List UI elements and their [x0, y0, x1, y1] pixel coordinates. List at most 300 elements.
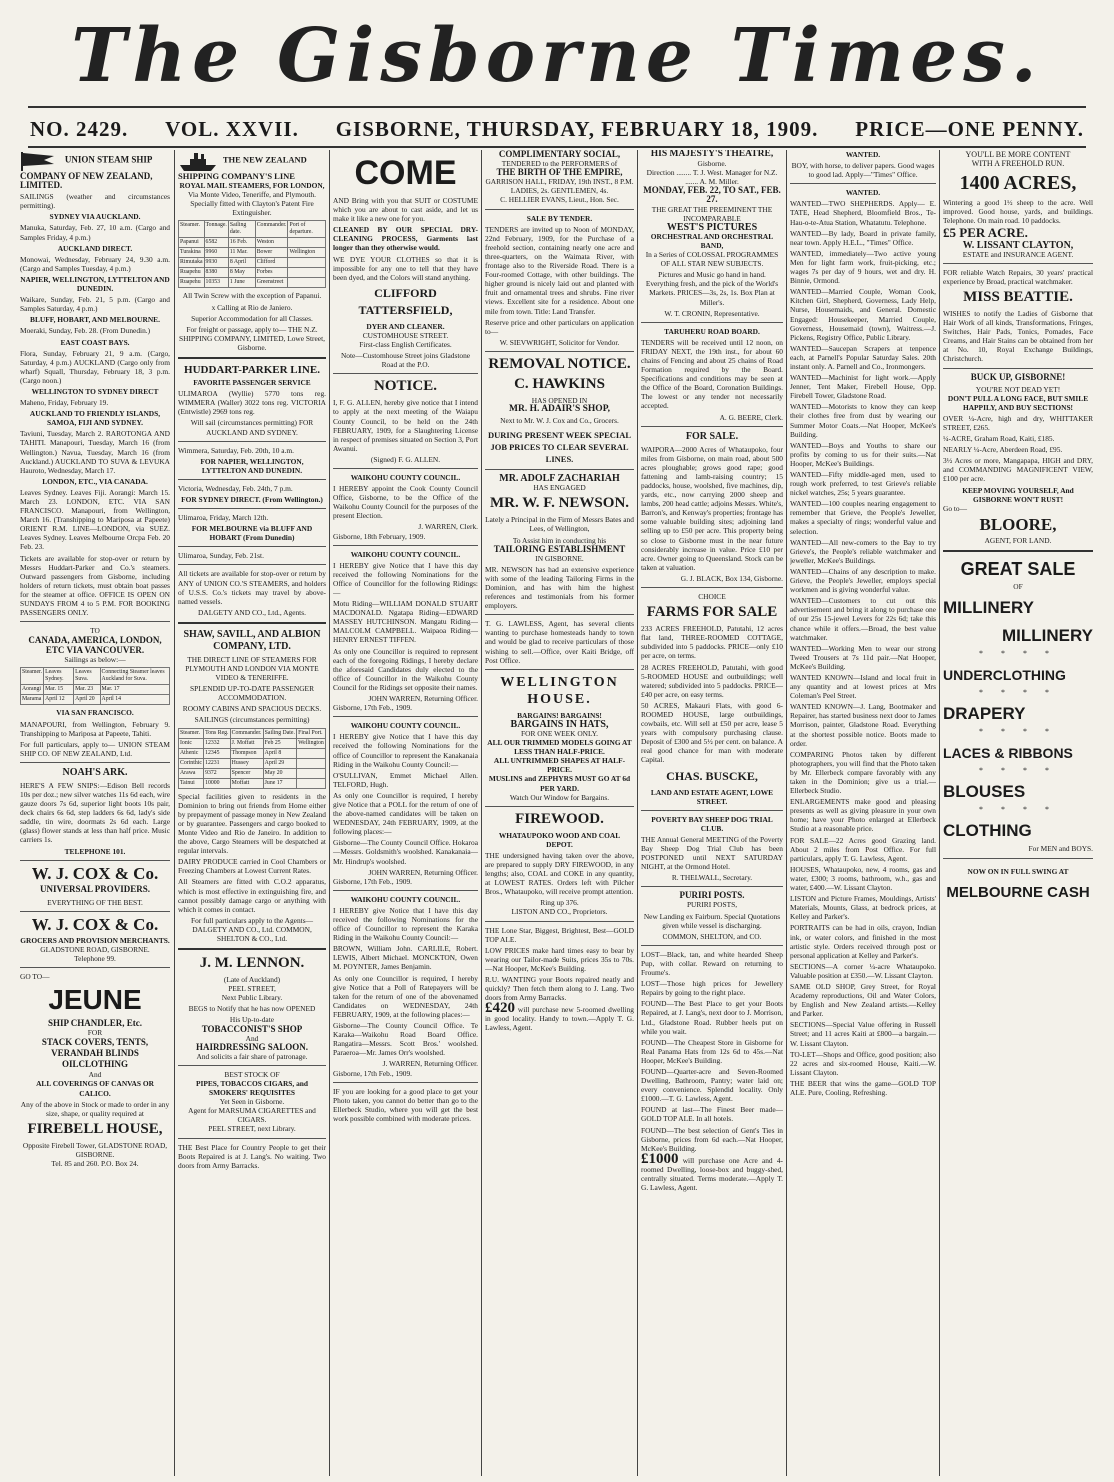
- tender-head: SALE BY TENDER.: [526, 213, 593, 223]
- sa-sailings: SAILINGS (circumstances permitting): [194, 715, 310, 725]
- column-rule: [939, 150, 940, 1476]
- lennon-addr: PEEL STREET, next Library.: [208, 1124, 296, 1134]
- hp-tickets: All tickets are available for stop-over or return by ANY of UNION CO.'S STEAMERS, and holders of U.S.S. Co.'s tickets may travel by above-named vessels.: [178, 569, 326, 606]
- lone-star-text: THE Lone Star, Biggest, Brightest, Best—GOLD TOP ALE.: [485, 925, 634, 944]
- hawkins-opened: HAS OPENED IN: [531, 395, 588, 405]
- wcc2-text: I HEREBY give Notice that I have this day received the following Nominations for the Office of Councillor for the following Ridings:—: [333, 560, 478, 597]
- tender-reserve: Reserve price and other particulars on application to—: [485, 317, 634, 336]
- clifford-trade: DYER AND CLEANER.: [366, 321, 445, 331]
- boots-text: THE Best Place for Country People to get their Boots Repaired is at J. Lang's. No waiting. Two doors from Army Barracks.: [178, 1142, 326, 1170]
- wh-untrimmed: ALL UNTRIMMED SHAPES AT HALF-PRICE.: [493, 756, 626, 775]
- firewood-text: THE undersigned having taken over the above, are prepared to supply DRY FIREWOOD, in any lengths; also, COAL and COKE in any quantity, at LOWEST RATES. Orders left with Pilcher Bros., Whataupoko, will receive prompt attention.: [485, 850, 634, 897]
- hp-title: HUDDART-PARKER LINE.: [184, 364, 320, 377]
- comp-show: THE BIRTH OF THE EMPIRE,: [496, 167, 623, 178]
- hp-napier: FOR NAPIER, WELLINGTON, LYTTELTON AND DUNEDIN.: [200, 456, 304, 475]
- wcc2-more: As only one Councillor is required to represent each of the foregoing Ridings, I hereby declare the aforesaid Candidates duly elected to the office of Councillor in the Waikohu County Council for the Ridings set opposite their names.: [333, 646, 478, 692]
- sydney-head: SYDNEY VIA AUCKLAND.: [49, 212, 141, 222]
- masthead-title: The Gisborne Times.: [71, 13, 1043, 99]
- napier-head: NAPIER, WELLINGTON, LYTTELTON AND DUNEDIN.: [20, 274, 170, 294]
- wh-bargains: BARGAINS! BARGAINS!: [517, 710, 602, 720]
- found-3: FOUND—Quarter-acre and Seven-Roomed Dwelling, Bathroom, Pantry; water laid on; every convenience. Splendid locality. Only £1000.—T. G. Lawless, Agent.: [641, 1066, 783, 1104]
- firebell-tel: Tel. 85 and 260. P.O. Box 24.: [51, 1159, 139, 1169]
- wcc2-head: WAIKOHU COUNTY COUNCIL.: [350, 549, 461, 559]
- cox1-name: W. J. COX & Co.: [31, 863, 159, 883]
- comp-prices: LADIES, 2s. GENTLEMEN, 4s.: [510, 186, 609, 196]
- divider: [333, 545, 478, 546]
- column-rule: [481, 150, 482, 1476]
- over-text: OVER ¼-Acre, high and dry, WHITTAKER STREET, £265.: [943, 413, 1093, 432]
- wanted-couple: WANTED—Married Couple, Woman Cook, Kitchen Girl, Shepherd, Governess, Lady Help, Nurse, Housemaids, and General. Domestic Engaged: Housekeeper, Married Couple, Governess, Housemaid (town), Waitress.—J. Pickens, Registry Office, Public Library.: [790, 287, 936, 342]
- sections1-text: SECTIONS—A corner ¼-acre Whataupoko. Valuable position at £350.—W. Lissant Clayton.: [790, 961, 936, 980]
- nearly-text: NEARLY ¼-Acre, Aberdeen Road, £95.: [943, 445, 1063, 455]
- portraits-text: PORTRAITS can be had in oils, crayon, Indian ink, or water colors, and finished in the most artistic style. Orders received through post or personal application at Kelley and Parker's.: [790, 923, 936, 960]
- nzs-title: THE NEW ZEALAND SHIPPING COMPANY'S LINE: [178, 154, 307, 181]
- masthead-rule: [28, 106, 1086, 108]
- nowon-text: NOW ON IN FULL SWING AT: [967, 866, 1069, 876]
- pbsd-sig: R. THELWALL, Secretary.: [671, 873, 753, 883]
- found-5: FOUND—The best selection of Gent's Ties in Gisborne, prices from 6d each.—Nat Hooper, McKee's Building.: [641, 1125, 783, 1153]
- tailoring-title: TAILORING ESTABLISHMENT: [493, 543, 626, 554]
- millinery-1: MILLINERY: [943, 598, 1034, 617]
- cox2-tel: Telephone 99.: [74, 954, 116, 963]
- notice-sig: (Signed) F. G. ALLEN.: [370, 454, 441, 464]
- comp-sub: TENDERED to the PERFORMERS of: [501, 159, 618, 169]
- found-4: FOUND at last—The Finest Beer made—GOLD TOP ALE. In all hotels.: [641, 1105, 783, 1124]
- bloore-sub: AGENT, FOR LAND.: [984, 535, 1052, 545]
- wanted-working: WANTED—Working Men to wear our strong Tweed Trousers at 7s 11d pair.—Nat Hooper, McKee's Building.: [790, 643, 936, 671]
- newson-text: MR. NEWSON has had an extensive experience with some of the leading Tailoring Firms in the Dominion, and has with him the highest references and testimonials from his former employers.: [485, 564, 634, 611]
- comparing-text: COMPARING Photos taken by different photographers, you will find that the Photo taken by Mr. Ellerbeck compare favorably with any taken in the Dominion; give us a trial.—Ellerbeck Studio.: [790, 749, 936, 796]
- divider: [178, 1138, 326, 1139]
- trb-head: TARUHERU ROAD BOARD.: [664, 326, 760, 336]
- newson-late: Lately a Principal in the Firm of Messrs Bates and Lees, of Wellington,: [485, 515, 634, 534]
- lennon-smokers: SMOKERS' REQUISITES: [208, 1088, 296, 1098]
- table-header-row: Steamer. Tonnage. Sailing date. Commander. Port of departure.: [179, 221, 326, 238]
- divider: [641, 426, 783, 427]
- jeune-calico: ALL COVERINGS OF CANVAS OR CALICO.: [36, 1079, 154, 1098]
- divider: [641, 886, 783, 887]
- wanted-men: WANTED, immediately—Two active young Men for light farm work, fruit-picking, etc.; wages 7s per day of 9 hours, wet and dry. H. Binnie, Ormond.: [790, 248, 936, 286]
- wcc3-places: Gisborne—The County Council Office. Hokaroa—Messrs. Goldsmith's woolshed. Kanakanaia—Mr. Hindrup's woolshed.: [333, 838, 478, 866]
- longface-text: DON'T PULL A LONG FACE, BUT SMILE HAPPILY, AND BUY SECTIONS!: [947, 393, 1089, 412]
- pbsd-head: POVERTY BAY SHEEP DOG TRIAL CLUB.: [651, 814, 773, 833]
- ru-text: R.U. WANTING your Boots repaired neatly and quickly? Then fetch them along to J. Lang. Two doors from Army Barracks.: [485, 975, 634, 1003]
- pbsd-text: THE Annual General MEETING of the Poverty Bay Sheep Dog Trial Club has been POSTPONED until NEXT SATURDAY NIGHT, at the Ormond Hotel.: [641, 834, 783, 872]
- hawkins-name: C. HAWKINS: [514, 375, 605, 392]
- lennon-yet: Yet Seen in Gisborne.: [219, 1097, 285, 1107]
- bluff-head: BLUFF, HOBART, AND MELBOURNE.: [30, 315, 160, 325]
- price: PRICE—ONE PENNY.: [855, 116, 1084, 141]
- divider: [20, 967, 170, 968]
- ornament: * * * *: [979, 805, 1057, 815]
- noah-text: HERE'S A FEW SNIPS:—Edison Bell records 10s per doz.; new silver watches 11s 6d each, wire gauze doors 7s 6d, superior light boots 10s pair, deck chairs 6s 6d, step ladders 6s 6d, lady's side saddle, tin wire, doormats 2s 6d each. Large (glass) flower stands at less than half price. Music carriers 1s.: [20, 780, 170, 845]
- wanted-saucepan: WANTED—Saucepan Scrapers at tenpence each, at Parnell's Popular Saturday Sales. 20th instant only. A. Parnell and Co., Ironmongers.: [790, 343, 936, 371]
- of-text: OF: [1013, 581, 1023, 591]
- lennon-saloon: HAIRDRESSING SALOON.: [195, 1041, 309, 1052]
- divider: [485, 209, 634, 210]
- forsale22-text: FOR SALE—22 Acres good Grazing land. About 2 miles from Post Office. For full particulars, apply T. G. Lawless, Agent.: [790, 835, 936, 863]
- column-rule: [786, 150, 787, 1476]
- particulars-text: For full particulars, apply to— UNION STEAM SHIP CO. OF NEW ZEALAND, Ltd.: [20, 739, 170, 758]
- column-rule: [637, 150, 638, 1476]
- sa-special: Special facilities given to residents in the Dominion to bring out friends from Home either by prepayment of passage money in New Zealand or by guarantee. Passengers and cargo booked to Monte Video and Rio de Janeiro. In addition to the above, Cargo Steamers will be despatched at regular intervals.: [178, 791, 326, 856]
- column-3: [333, 150, 478, 1476]
- bluff-text: Moeraki, Sunday, Feb. 28. (From Dunedin.): [20, 326, 151, 336]
- wanted-newcomers: WANTED—All new-comers to the Bay to try Grieve's, the People's reliable watchmaker and jeweller, McKee's Buildings.: [790, 537, 936, 565]
- divider: [20, 762, 170, 763]
- dateline-rule: [28, 146, 1086, 148]
- london-text: Leaves Sydney. Leaves Fiji. Aorangi: March 15. March 23. LONDON, ETC. VIA SAN FRANCISCO. Manapouri, from Wellington, March 16. (Transhipping to Mariposa at Papeete) ORIENT R.M. LINE—LONDON, via SUEZ. Leaves Sydney. Leaves Melbourne Orcpa Feb. 20 Feb. 23.: [20, 487, 170, 552]
- during-text: DURING PRESENT WEEK SPECIAL JOB PRICES TO CLEAR SEVERAL LINES.: [487, 430, 632, 465]
- pictures-text: LISTON and Picture Frames, Mouldings, Artists' Materials, Mounts, Glass, at bedrock prices, at Kelley and Parker's.: [790, 894, 936, 922]
- table-row: Ruapehu 8380 8 May Forbes: [179, 268, 326, 278]
- same-old-text: SAME OLD SHOP, Grey Street, for Royal Academy reproductions, Oil and Water Colors, by English and New Zealand artists.—Kelley and Parker.: [790, 981, 936, 1019]
- wsd-head: WELLINGTON TO SYDNEY DIRECT: [31, 386, 159, 396]
- ornament: * * * *: [979, 766, 1057, 776]
- wanted-lady: WANTED—By lady, Board in private family, near town. Apply H.E.L., "Times" Office.: [790, 228, 936, 247]
- divider: [943, 368, 1093, 369]
- hp-melb: FOR MELBOURNE via BLUFF AND HOBART (From Dunedin): [191, 524, 313, 543]
- tickets-text: Tickets are available for stop-over or return by Messrs Huddart-Parker and Co.'s steamers. Outward passengers from Gisborne, including holders of return tickets, must obtain boat passes for the steamer at office. OFFICE IS OPEN ON SUNDAYS FROM 4 to 5 P.M. FOR BOOKING PASSENGERS ONLY.: [20, 553, 170, 618]
- divider: [485, 669, 634, 670]
- acres-title: 1400 ACRES,: [959, 172, 1077, 195]
- found-1: FOUND—The Best Place to get your Boots Repaired, at J. Lang's, next door to J. Morrison, Ltd., Gladstone Road. Rubber heels put on while you wait.: [641, 999, 783, 1036]
- trb-sig: A. G. BEERE, Clerk.: [719, 412, 783, 422]
- divider: [178, 622, 326, 624]
- firewood-sub: WHATAUPOKO WOOD AND COAL DEPOT.: [498, 830, 621, 849]
- table-row: Ruapehu 10353 1 June Greenstreet: [179, 278, 326, 288]
- lennon-solicit: And solicits a fair share of patronage.: [196, 1051, 308, 1061]
- divider: [485, 469, 634, 470]
- f1000-amount: £1000: [641, 1150, 679, 1167]
- nzs-sub: ROYAL MAIL STEAMERS, FOR LONDON,: [179, 181, 325, 191]
- acre-graham-text: ¼-ACRE, Graham Road, Kaiti, £185.: [943, 434, 1055, 444]
- hmt-orch: ORCHESTRAL AND ORCHESTRAL BAND,: [650, 231, 774, 250]
- wcc4-sig: J. WARREN, Returning Officer.: [382, 1059, 478, 1069]
- nzs-fitted: Specially fitted with Clayton's Patent Fire Extinguisher.: [190, 199, 314, 218]
- dateline: [30, 114, 1084, 144]
- jeune-and: And: [88, 1070, 102, 1080]
- table-row: Papanui 6582 16 Feb. Weston: [179, 238, 326, 248]
- wcc3-list: O'SULLIVAN, Emmet Michael Allen. TELFORD, Hugh.: [333, 770, 478, 789]
- nzs-advert: [178, 150, 326, 181]
- great-sale: GREAT SALE: [960, 558, 1076, 579]
- clifford-note: Note—Customhouse Street joins Gladstone Road at the P.O.: [340, 351, 471, 370]
- hp-sub: FAVORITE PASSENGER SERVICE: [193, 378, 311, 388]
- table-row: Turakina 9960 11 Mar. Bower Wellington: [179, 248, 326, 258]
- divider: [178, 564, 326, 565]
- divider: [943, 858, 1093, 859]
- firewood-ring: Ring up 376.: [540, 898, 579, 908]
- hp-ulim2: Ulimaroa, Sunday, Feb. 21st.: [178, 551, 264, 561]
- wanted-customers: WANTED—Customers to cut out this advertisement and bring it along to purchase one of our 25s 15-jewel Levers for 22s 6d; take this chance while it offers.—Broad, the best value watchmaker.: [790, 596, 936, 642]
- blouses: BLOUSES: [943, 782, 1026, 802]
- firebell-title: FIREBELL HOUSE,: [27, 1120, 163, 1137]
- reliable-text: FOR reliable Watch Repairs, 30 years' practical experience by Broad, practical watchmaker.: [943, 267, 1093, 286]
- nzs-call: x Calling at Rio de Janiero.: [211, 302, 293, 312]
- f1000-text: will purchase one Acre and 4-roomed Dwelling, loose-box and buggy-shed, centrally situated. Terms moderate.—Apply T. G. Lawless, Agent.: [641, 1155, 783, 1193]
- lennon-stock: BEST STOCK OF: [224, 1069, 280, 1079]
- hp-ships: ULIMAROA (Wyllie) 5770 tons reg. WIMMERA (Waller) 3022 tons reg. VICTORIA (Entwistle) 2969 tons reg.: [178, 389, 326, 417]
- hp-agent: DALGETY AND CO., Ltd., Agents.: [198, 607, 306, 617]
- hmt-wests: WEST'S PICTURES: [666, 221, 758, 233]
- lennon-begs: BEGS to Notify that he has now OPENED: [188, 1004, 316, 1014]
- divider: [485, 921, 634, 922]
- wanted2-head: WANTED.: [845, 188, 881, 198]
- sydney-text: Manuka, Saturday, Feb. 27, 10 a.m. (Cargo and Samples Friday, 4 p.m.): [20, 223, 170, 242]
- divider: [943, 550, 1093, 552]
- wh-watch: Watch Our Window for Bargains.: [509, 792, 610, 802]
- table-row: Arawa 9372 Spencer May 20: [179, 768, 326, 778]
- f420-amount: £420: [485, 1000, 515, 1017]
- table-row: Rimutaka 9930 8 April Clifford: [179, 258, 326, 268]
- wsd-text: Maheno, Friday, February 19.: [20, 398, 109, 408]
- london-head: LONDON, ETC., VIA CANADA.: [42, 476, 148, 486]
- wcc2-date: Gisborne, 17th Feb., 1909.: [333, 703, 413, 713]
- lost-1: LOST—Black, tan, and white hearded Sheep Pup, with collar. Reward on returning to Froume's.: [641, 949, 783, 978]
- jeune-items: STACK COVERS, TENTS, VERANDAH BLINDS OILCLOTHING: [41, 1037, 149, 1070]
- f420-text: will purchase new 5-roomed dwelling in good locality. Handy to town.—Apply T. G. Lawless, Agent.: [485, 1005, 634, 1033]
- lennon-and: And: [245, 1033, 259, 1043]
- wcc4-date: Gisborne, 17th Feb., 1909.: [333, 1068, 413, 1078]
- napier-text: Waikare, Sunday, Feb. 21, 5 p.m. (Cargo and Samples Saturday, 4 p.m.): [20, 295, 170, 314]
- millinery-2: MILLINERY: [1002, 626, 1093, 645]
- dye-text: WE DYE YOUR CLOTHES so that it is impossible for any one to tell that they have been dyed, and the Colors will stand anything.: [333, 254, 478, 282]
- divider: [485, 806, 634, 807]
- column-rule: [329, 150, 330, 1476]
- lennon-his: His Up-to-date: [229, 1015, 275, 1025]
- wcc4-list: BROWN, William John. CARLILE, Robert. LEWIS, Albert Michael. MONCKTON, Owen M. POYNTER, James Benjamin.: [333, 944, 478, 972]
- table-row: Tainui 10000 Moffatt June 17: [179, 778, 326, 788]
- hmt-series: In a Series of COLOSSAL PROGRAMMES OF ALL STAR NEW SUBJECTS.: [645, 250, 779, 269]
- divider: [333, 1082, 478, 1083]
- divider: [178, 948, 326, 950]
- sections2-text: SECTIONS—Special Value offering in Russell Street; and 11 acres Kaiti at £800—a bargain.—W. Lissant Clayton.: [790, 1020, 936, 1048]
- sa-table: [178, 728, 326, 789]
- come-title: COME: [354, 154, 457, 192]
- hmt-dates: MONDAY, FEB. 22, TO SAT., FEB. 27.: [643, 185, 781, 205]
- wanted-couples: WANTED—100 couples nearing engagement to remember that Grieve, the People's Jeweller, makes a specialty of rings; wonderful value and selection.: [790, 499, 936, 536]
- canada-to: TO: [90, 626, 100, 636]
- table-row: Marama April 12 April 20 April 14: [21, 695, 170, 705]
- wcc4-poll: As only one Councillor is required, I hereby give Notice that a Poll of Ratepayers will be taken for the return of one of the abovenamed Candidates on WEDNESDAY, 24th FEBRUARY, 1909, at the following places:—: [333, 973, 478, 1019]
- wcc1-sig: J. WARREN, Clerk.: [418, 522, 478, 532]
- farms-choice: CHOICE: [698, 592, 726, 602]
- houses-text: HOUSES, Whataupoko, new, 4 rooms, gas and water, £300; 3 rooms, bathroom, w.h., gas and water, £400.—W. Lissant Clayton.: [790, 864, 936, 893]
- divider: [641, 322, 783, 323]
- buscke-sub: LAND AND ESTATE AGENT, LOWE STREET.: [650, 787, 774, 806]
- sa-cabins: ROOMY CABINS AND SPACIOUS DECKS.: [182, 704, 322, 714]
- divider: [333, 373, 478, 374]
- divider: [485, 351, 634, 352]
- wcc3-text: I HEREBY give Notice that I have this day received the following Nominations for the office of Councillor to represent the Kanakanaia Riding in the Waikohu County Council:—: [333, 732, 478, 769]
- sanfran-text: MANAPOURI, from Wellington, February 9. Transhipping to Mariposa at Papeete, Tahiti.: [20, 719, 170, 738]
- photo-text: IF you are looking for a good place to get your Photo taken, you cannot do better than go to the Ellerbeck Studio, where you will get the best work possible combined with moderate prices.: [333, 1086, 478, 1123]
- buckup-title: BUCK UP, GISBORNE!: [970, 371, 1066, 382]
- clayton-name: W. LISSANT CLAYTON,: [962, 239, 1074, 251]
- nzs-via: Via Monte Video, Teneriffe, and Plymouth.: [188, 190, 316, 200]
- tender-sig: W. SIEVWRIGHT, Solicitor for Vendor.: [499, 337, 620, 347]
- forsale-sig: G. J. BLACK, Box 134, Gisborne.: [680, 573, 783, 583]
- sa-dairy: DAIRY PRODUCE carried in Cool Chambers or Freezing Chambers at Lowest Current Rates.: [178, 857, 326, 876]
- wanted-boy: BOY, with horse, to deliver papers. Good wages to good lad. Apply—"Times" Office.: [791, 161, 935, 180]
- column-5: [641, 150, 783, 1476]
- divider: [178, 1065, 326, 1066]
- lennon-late: (Late of Auckland): [223, 975, 281, 985]
- lennon-st: PEEL STREET,: [228, 984, 276, 994]
- wcc2-list: Motu Riding—WILLIAM DONALD STUART MACDONALD. Ngatapa Riding—EDWARD MASSEY HUTCHINSON. Mangatu Riding—MALCOLM CAMPBELL. Waipaoa Riding—HENRY ERNEST TIFFEN.: [333, 599, 478, 645]
- lost-2: LOST—Those high prices for Jewellery Repairs by going to the right place.: [641, 979, 783, 998]
- farms-head: FARMS FOR SALE: [646, 604, 778, 621]
- hp-will: Will sail (circumstances permitting) FOR AUCKLAND AND SYDNEY.: [190, 418, 314, 437]
- wcc4-head: WAIKOHU COUNTY COUNCIL.: [350, 894, 461, 904]
- newson-name: MR. W. F. NEWSON.: [489, 495, 630, 512]
- underclothing: UNDERCLOTHING: [943, 667, 1066, 684]
- divider: [333, 468, 478, 469]
- notdead-text: YOU'RE NOT DEAD YET!: [975, 384, 1061, 394]
- volume: VOL. XXVII.: [165, 116, 299, 141]
- acres-price: £5 PER ACRE.: [943, 225, 1028, 241]
- melbourne-cash: MELBOURNE CASH: [946, 883, 1090, 901]
- trb-text: TENDERS will be received until 12 noon, on FRIDAY NEXT, the 19th inst., for about 60 chains of Fencing and about 25 chains of Road Formation required by the Board. Specifications and conditions may be seen at the Office of the Board, Coronation Buildings. The lowest or any tender not necessarily accepted.: [641, 337, 783, 411]
- beattie-text: WISHES to notify the Ladies of Gisborne that Hair Work of all kinds, Transformations, Fringes, Switches, Hair Pads, Tonics, Pomades, Face Creams, and Hair Stains can be obtained from her at No. 10, Royal Exchange Buildings, Christchurch.: [943, 308, 1093, 364]
- wcc3-poll: As only one Councillor is required, I hereby give Notice that a POLL for the return of one of the above-named candidates will be taken on WEDNESDAY, 24th FEBRUARY, 1909, at the following places:—: [333, 790, 478, 837]
- hmt-text: Pictures and Music go hand in hand. Everything fresh, and the pick of the World's Markets. PRICES—3s, 2s, 1s. Box Plan at Miller's.: [645, 270, 779, 307]
- column-7: [943, 150, 1093, 1476]
- cox2-addr: GLADSTONE ROAD, GISBORNE.: [40, 944, 150, 954]
- divider: [333, 890, 478, 891]
- hmt-title: HIS MAJESTY'S THEATRE,: [650, 150, 774, 159]
- comp-venue: GARRISON HALL, FRIDAY, 19th INST., 8 P.M.: [485, 177, 634, 187]
- jeune-for: FOR: [87, 1028, 103, 1038]
- found-2: FOUND—The Cheapest Store in Gisborne for Real Panama Hats from 12s 6d to 45s.—Nat Hooper, McKee's Building.: [641, 1037, 783, 1065]
- content-line2: WITH A FREEHOLD RUN.: [971, 159, 1065, 169]
- wh-week: FOR ONE WEEK ONLY.: [521, 728, 598, 738]
- sailings-note: SAILINGS (weather and circumstances permitting).: [20, 192, 170, 211]
- wh-muslins: MUSLINS and ZEPHYRS MUST GO AT 6d PER YARD.: [488, 774, 631, 793]
- usss-title: UNION STEAM SHIP COMPANY OF NEW ZEALAND, LIMITED.: [20, 154, 153, 191]
- canada-note: Sailings as below:—: [64, 655, 126, 665]
- wh-title: WELLINGTON HOUSE.: [500, 674, 619, 707]
- auckland-text: Monowai, Wednesday, February 24, 9.30 a.m. (Cargo and Samples Tuesday, 4 p.m.): [20, 254, 170, 273]
- formen-text: For MEN and BOYS.: [1028, 844, 1093, 854]
- auckland-head: AUCKLAND DIRECT.: [57, 243, 133, 253]
- puriri-head: PURIRI POSTS.: [679, 890, 745, 901]
- wanted-machinist: WANTED—Machinist for light work.—Apply Jenner, Tent Maker, Firebell House, Opp. Firebell Tower, Gladstone Road.: [790, 373, 936, 401]
- table-row: Ionic 12332 J. Moffatt Feb 25 Wellington: [179, 738, 326, 748]
- nzs-apply: For freight or passage, apply to— THE N.Z. SHIPPING COMPANY, LIMITED, Lowe Street, Gisborne.: [179, 324, 325, 352]
- wanted-known-2: WANTED KNOWN—J. Lang, Bootmaker and Repairer, has started business next door to James Morrison, painter, Gladstone Road. Everything at the shortest possible notice. Boots made to order.: [790, 702, 936, 748]
- clifford-name: CLIFFORD TATTERSFIELD,: [358, 285, 453, 317]
- forsale-head: FOR SALE.: [685, 430, 739, 442]
- puriri-sub: PURIRI POSTS,: [686, 900, 738, 910]
- beer-text: THE BEER that wins the game—GOLD TOP ALE. Pure, Cooling, Refreshing.: [790, 1078, 936, 1097]
- divider: [178, 508, 326, 509]
- buscke-name: CHAS. BUSCKE,: [666, 768, 758, 783]
- wanted-motorists: WANTED—Motorists to know they can keep their clothes free from dust by wearing our Summer Motor Coats.—Nat Hooper, McKee's Building.: [790, 402, 936, 439]
- divider: [178, 479, 326, 480]
- canada-head: CANADA, AMERICA, LONDON, ETC VIA VANCOUVER.: [28, 635, 162, 656]
- divider: [333, 716, 478, 717]
- tolet-text: TO-LET—Shops and Office, good position; also 22 acres and six-roomed House, Kaiti.—W. Lissant Clayton.: [790, 1049, 936, 1077]
- nzs-table: [178, 220, 326, 288]
- hp-victoria: Victoria, Wednesday, Feb. 24th, 7 p.m.: [178, 483, 293, 493]
- forsale-text: WAIPORA—2000 Acres of Whataupoko, four miles from Gisborne, on main road, about 500 acres ploughable; grows good rape; good fattening and lamb-raising country; 15 paddocks, house, woolshed, five machines, dip, yards, etc., now carrying 2000 sheep and lambs, 200 head cattle; adjoins Messrs. White's, Barron's, and Kenway's properties; frontage has some valuable building sites; adjoining land selling up to £50 per acre. This property being so close to Gisborne must in the near future considerably increase in value. Price £10 per acre. Owner going to Queensland. Stock can be taken at valuation.: [641, 444, 783, 572]
- wanted-fifty: WANTED—Fifty middle-aged men, used to rough work preferred, to test Grieve's reliable nickel watches, 25s; 5 years guarantee.: [790, 470, 936, 498]
- table-header-row: Steamer. Tons Reg. Commander. Sailing Date. Final Port.: [179, 728, 326, 738]
- wanted-known-1: WANTED KNOWN—Island and local fruit in any quantity and at lowest prices at Mrs Coleman's Peel Street.: [790, 672, 936, 701]
- wcc3-date: Gisborne, 17th Feb., 1909.: [333, 876, 413, 886]
- noah-head: NOAH'S ARK.: [62, 766, 128, 778]
- newson-assist: To Assist him in conducting his: [512, 535, 607, 545]
- hp-wimmera: Wimmera, Saturday, Feb. 20th, 10 a.m.: [178, 445, 295, 455]
- beattie-name: MISS BEATTIE.: [963, 288, 1073, 305]
- divider: [20, 911, 170, 912]
- sa-co2: All Steamers are fitted with C.O.2 apparatus, which is most effective in extinguishing fire, and cannot possibly damage cargo or anything with which it comes in contact.: [178, 877, 326, 914]
- column-1: [20, 150, 170, 1476]
- removal-head: REMOVAL NOTICE.: [488, 355, 631, 372]
- flag-icon: [20, 150, 60, 172]
- lennon-agent: Agent for MARSUMA CIGARETTES and CIGARS.: [188, 1106, 316, 1125]
- ornament: * * * *: [979, 727, 1057, 737]
- sanfran-head: VIA SAN FRANCISCO.: [56, 708, 134, 718]
- cox1-line: EVERYTHING OF THE BEST.: [47, 897, 143, 907]
- wcc3-sig: JOHN WARREN, Returning Officer.: [368, 867, 478, 877]
- wcc1-text: I HEREBY appoint the Cook County Council Office, Gisborne, to be the Office of the Waikohu County Council for the purposes of the present Election.: [333, 484, 478, 521]
- lennon-shop: TOBACCONIST'S SHOP: [201, 1023, 303, 1034]
- wanted-shepherds: WANTED—TWO SHEPHERDS. Apply— E. TATE, Head Shepherd, Bloomfield Bros., Te-Hau-o-te-Atua Station, Whatatutu. Telephone.: [790, 199, 936, 227]
- divider: [641, 945, 783, 946]
- divider: [641, 810, 783, 811]
- divider: [178, 546, 326, 547]
- keep-text: KEEP MOVING YOURSELF, And GISBORNE WON'T RUST!: [962, 485, 1074, 504]
- wcc2-sig: JOHN WARREN, Returning Officer.: [368, 694, 478, 704]
- come-text: AND Bring with you that SUIT or COSTUME which you are about to cast aside, and let us make it like a new one for you.: [333, 196, 478, 224]
- comp-title: COMPLIMENTARY SOCIAL,: [498, 150, 621, 159]
- lawless-text: T. G. LAWLESS, Agent, has several clients wanting to purchase homesteads handy to town and would be glad to receive particulars of those wishing to sell.—Office, over Kaiti Bridge, off Post Office.: [485, 619, 634, 665]
- hawkins-shop: MR. H. ADAIR'S SHOP,: [509, 403, 610, 414]
- column-2: [178, 150, 326, 1476]
- sa-accom: SPLENDID UP-TO-DATE PASSENGER ACCOMMODATION.: [189, 684, 314, 703]
- hp-ulimaroa: Ulimaroa, Friday, March 12th.: [178, 513, 269, 523]
- eastcoast-text: Flora, Sunday, February 21, 9 a.m. (Cargo, Saturday, 4 p.m.) AUCKLAND (Cargo only from wharf) Squall, Thursday, February 18, 3 p.m. (Cargo noon.): [20, 348, 170, 385]
- noah-tel: TELEPHONE 101.: [64, 846, 126, 856]
- steamship-icon: [178, 150, 218, 172]
- wanted-chains: WANTED—Chains of any description to make. Grieve, the People's Jeweller, employs special workmen and is giving wonderful value.: [790, 566, 936, 595]
- content-line1: YOU'LL BE MORE CONTENT: [965, 150, 1071, 159]
- zach-engaged: HAS ENGAGED: [533, 483, 586, 493]
- clothing: CLOTHING: [943, 821, 1032, 841]
- notice-head: NOTICE.: [374, 378, 437, 395]
- table-header-row: Steamer. Leaves Sydney. Leaves Suva. Connecting Steamer leaves Auckland for Suva.: [21, 668, 170, 685]
- wcc1-date: Gisborne, 18th February, 1909.: [333, 531, 426, 541]
- divider: [20, 621, 170, 622]
- wanted-boys: WANTED—Boys and Youths to share our profits by coming to us for their suits.—Nat Hooper, McKee's Buildings.: [790, 440, 936, 468]
- wcc3-head: WAIKOHU COUNTY COUNCIL.: [350, 721, 461, 731]
- nzs-twin: All Twin Screw with the exception of Papanui.: [182, 291, 322, 301]
- divider: [178, 441, 326, 442]
- lennon-next: Next Public Library.: [221, 993, 283, 1003]
- fiji-head: AUCKLAND TO FRIENDLY ISLANDS, SAMOA, FIJI AND SYDNEY.: [29, 409, 161, 428]
- goto-label: Go to—: [943, 503, 968, 513]
- usss-advert: [20, 150, 170, 190]
- divider: [943, 263, 1093, 264]
- laces-ribbons: LACES & RIBBONS: [943, 745, 1073, 762]
- column-rule: [174, 150, 175, 1476]
- divider: [485, 614, 634, 615]
- clifford-first: First-class English Certificates.: [359, 340, 452, 350]
- wcc4-places: Gisborne—The County Council Office. Te Karaka—Waikohu Road Board Office. Rangatira—Messrs. Scott Bros.' woolshed. Paraeroa—Mr. James Orr's woolshed.: [333, 1021, 478, 1058]
